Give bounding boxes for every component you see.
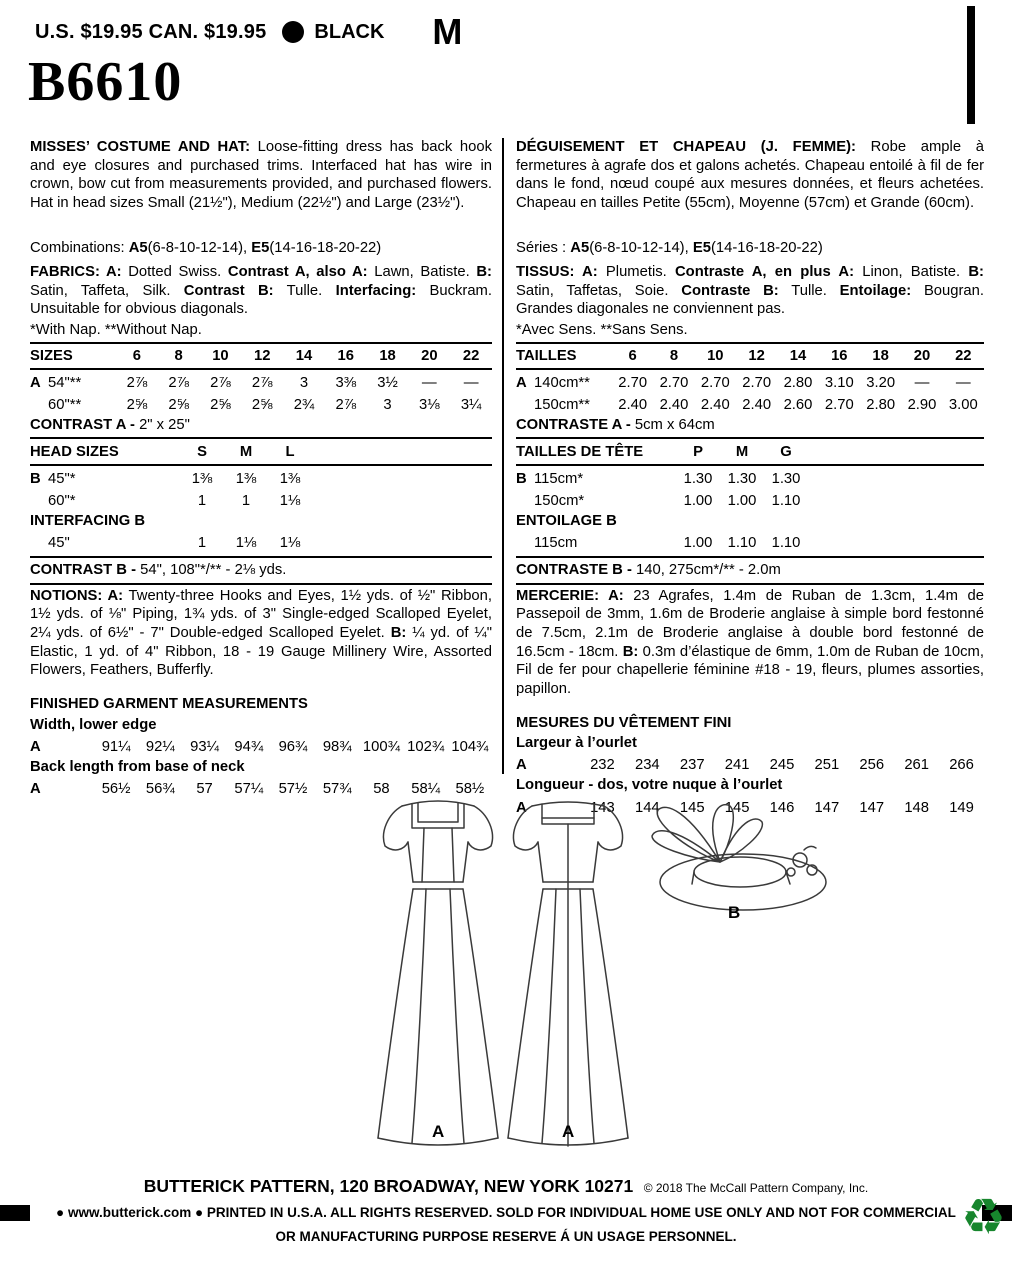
width-label-fr: Largeur à l’ourlet (516, 735, 637, 752)
text-segment: 54", 108"*/** - 2⅛ yds. (140, 562, 287, 579)
back-length-label-fr: Longueur - dos, votre nuque à l’ourlet (516, 777, 783, 794)
nap-note-fr: *Avec Sens. **Sans Sens. (516, 322, 688, 339)
text-segment: MISSES’ COSTUME AND HAT: (30, 139, 258, 155)
table-cell: 93¼ (190, 738, 219, 755)
yardage-row-en-2 (30, 394, 492, 416)
text-segment: 5cm x 64cm (634, 416, 715, 433)
text-segment: NOTIONS: A: (30, 587, 124, 604)
table-cell: 20 (913, 347, 931, 364)
text-segment: E5 (692, 239, 711, 256)
table-cell: 18 (379, 347, 396, 364)
text-segment: (6-8-10-12-14), (589, 239, 693, 256)
table-cell: 1⅜ (235, 470, 257, 487)
finished-heading-fr: MESURES DU VÊTEMENT FINI (516, 714, 732, 731)
text-segment: 23 Agrafes, 1.4m de Ruban de 1.3cm, 1.4m de Passepoil de 3mm, 1.6m de Broderie anglaise à simple bord festonné de 7.5cm, 2.1m de Broderie anglaise à double bord festonné de 16.5cm - 18cm. (516, 587, 984, 660)
table-cell: 2.40 (700, 396, 730, 413)
head-sizes-header-row-fr (516, 441, 984, 466)
table-cell: — (463, 374, 479, 391)
table-cell: 261 (904, 757, 930, 774)
combinations-en (30, 239, 492, 258)
text-segment: B: (390, 624, 407, 641)
table-cell: 102¾ (407, 738, 445, 755)
table-cell: 8 (669, 347, 679, 364)
column-divider (502, 138, 504, 774)
table-cell: 58 (373, 780, 390, 797)
table-cell: 6 (628, 347, 637, 364)
table-cell: 10 (707, 347, 724, 364)
table-cell: 251 (814, 757, 840, 774)
table-cell: 1.10 (727, 534, 757, 551)
table-cell: 2.80 (866, 396, 896, 413)
contrast-a-en (30, 416, 492, 440)
table-cell: 1⅜ (279, 470, 301, 487)
table-cell: 2⅞ (251, 374, 273, 391)
table-cell: 234 (634, 757, 660, 774)
table-cell: 146 (769, 799, 795, 816)
table-cell: 3 (299, 374, 309, 391)
black-color-dot-icon (282, 21, 304, 43)
row-values (612, 396, 984, 415)
table-cell: 3.00 (948, 396, 978, 413)
table-cell: G (780, 443, 792, 460)
text-segment: B: (968, 264, 984, 281)
table-cell: M (735, 443, 749, 460)
table-cell: 98¾ (322, 738, 352, 755)
copyright-text: © 2018 The McCall Pattern Company, Inc. (643, 1181, 869, 1195)
table-cell: 22 (955, 347, 972, 364)
table-cell: 10 (212, 347, 229, 364)
row-letter: A (30, 738, 41, 755)
back-length-label-en: Back length from base of neck (30, 758, 245, 775)
text-segment: 0.3m d’élastique de 6mm, 1.0m de Ruban de 10cm, Fil de fer pour chapellerie féminine #18 - 19, fleurs, plumes assorties, papillon. (516, 643, 984, 697)
text-segment: A5 (128, 239, 148, 256)
table-cell: 1.10 (771, 492, 801, 509)
table-cell: 2.70 (700, 374, 730, 391)
price-text: U.S. $19.95 CAN. $19.95 (35, 20, 267, 43)
row-letter: A (516, 757, 527, 774)
table-cell: 57½ (278, 780, 308, 797)
table-cell: 96¾ (278, 738, 308, 755)
table-cell: 1.00 (683, 534, 713, 551)
table-cell: 2⅝ (168, 396, 189, 413)
nap-note-en: *With Nap. **Without Nap. (30, 322, 202, 339)
table-cell: 1.00 (683, 492, 713, 509)
text-segment: (14-16-18-20-22) (269, 239, 382, 256)
footer-address-line (0, 1176, 1012, 1197)
table-cell: 144 (634, 799, 660, 816)
row-values (94, 738, 492, 757)
table-cell: 3⅜ (335, 374, 357, 391)
pattern-number: B6610 (28, 51, 183, 113)
text-segment: E5 (251, 239, 270, 256)
table-cell: 148 (904, 799, 930, 816)
text-segment: Buckram. Unsuitable for obvious diagonals. (30, 282, 492, 318)
row-label: 115cm (534, 534, 578, 551)
contrast-b-fr (516, 556, 984, 585)
sizes-header-label-fr: TAILLES (516, 347, 577, 364)
table-cell: 1 (197, 534, 207, 551)
footer-left-bar (0, 1205, 30, 1221)
head-sizes-header-row-en (30, 441, 492, 466)
table-cell: 241 (724, 757, 750, 774)
text-segment: Séries : (516, 239, 571, 256)
sizes-header-values-en (116, 347, 492, 366)
row-label: 150cm** (534, 396, 590, 413)
table-cell: 57¾ (322, 780, 352, 797)
table-cell: 56½ (101, 780, 131, 797)
dress-front-drawing (378, 801, 498, 1145)
row-values (676, 470, 808, 489)
row-letter: A (516, 374, 527, 391)
head-row-en-1 (30, 468, 492, 490)
table-cell: — (955, 374, 971, 391)
table-cell: 3 (383, 396, 392, 413)
table-cell: 2⅞ (168, 374, 189, 391)
table-cell: 1 (197, 492, 207, 509)
contrast-b-en (30, 556, 492, 585)
row-values (116, 396, 492, 415)
row-label: 150cm* (534, 492, 585, 509)
row-label: 60"** (48, 396, 82, 413)
text-segment: Satin, Taffeta, Silk. (30, 282, 184, 299)
text-segment: Robe ample à fermetures à agrafe dos et galons achetés. Chapeau entoilé à fil de fer dans le fond, nœud coupé aux mesures données, et fleurs achetées. Chapeau en tailles Petite (55cm), Moyenne (57cm) et Grande (60cm). (516, 139, 984, 211)
row-values (676, 534, 808, 553)
head-row-en-2 (30, 490, 492, 512)
row-values (676, 492, 808, 511)
table-cell: 3⅛ (419, 396, 440, 413)
table-cell: 2.70 (742, 374, 772, 391)
table-cell: 143 (590, 799, 615, 816)
view-label-hat: B (728, 903, 741, 922)
table-cell: 2.80 (783, 374, 813, 391)
table-cell: 2.40 (742, 396, 772, 413)
table-cell: 14 (295, 347, 313, 364)
text-segment: Plumetis. (597, 264, 675, 281)
view-label-back: A (562, 1122, 575, 1141)
table-cell: 2.90 (907, 396, 937, 413)
table-cell: 3.10 (824, 374, 854, 391)
row-letter: B (30, 470, 41, 487)
text-segment: Tulle. (273, 282, 336, 299)
table-cell: — (914, 374, 930, 391)
text-segment: Combinations: (30, 239, 129, 256)
interfacing-row-fr (516, 532, 984, 554)
table-cell: L (285, 443, 295, 460)
row-label: 115cm* (534, 470, 584, 487)
sizes-header-row-en (30, 342, 492, 371)
fabrics-fr (516, 263, 984, 319)
text-segment: ¼ yd. of ¼" Elastic, 1 yd. of 4" Ribbon, 18 - 19 Gauge Millinery Wire, Assorted Flowers, Feathers, Bufferfly. (30, 624, 492, 679)
width-row-en (30, 736, 492, 758)
head-row-fr-2 (516, 490, 984, 512)
row-values (180, 470, 312, 489)
table-cell: 147 (814, 799, 840, 816)
top-right-bar (967, 6, 975, 124)
footer-usage-line: OR MANUFACTURING PURPOSE RESERVE Á UN USAGE PERSONNEL. (275, 1229, 737, 1244)
text-segment: Entoilage: (839, 282, 912, 299)
table-cell: 12 (253, 347, 271, 364)
row-label: 140cm** (534, 374, 590, 391)
table-cell: 3¼ (460, 396, 482, 413)
text-segment: CONTRAST B - (30, 562, 141, 579)
table-cell: 147 (859, 799, 885, 816)
table-cell: M (239, 443, 253, 460)
table-cell: 12 (748, 347, 765, 364)
text-segment: Bougran. Grandes diagonales ne conviennent pas. (516, 282, 984, 318)
hat-drawing (652, 805, 826, 910)
yardage-row-fr-2 (516, 394, 984, 416)
row-values (180, 534, 312, 553)
text-segment: B: (622, 643, 639, 660)
table-cell: 20 (421, 347, 438, 364)
interfacing-heading-fr: ENTOILAGE B (516, 512, 617, 529)
table-cell: 58½ (455, 780, 485, 797)
text-segment: FABRICS: A: (30, 264, 122, 281)
table-cell: 1 (241, 492, 251, 509)
sizes-header-row-fr (516, 342, 984, 371)
table-cell: 100¾ (362, 738, 400, 755)
text-segment: Linon, Batiste. (854, 264, 969, 281)
garment-description-fr (516, 138, 984, 213)
table-cell: 57¼ (234, 780, 264, 797)
head-row-fr-1 (516, 468, 984, 490)
price-row (35, 11, 463, 52)
table-cell: 6 (132, 347, 141, 364)
row-letter: B (516, 470, 527, 487)
table-cell: 145 (679, 799, 705, 816)
table-cell: 1⅛ (235, 534, 257, 551)
yardage-row-en-1 (30, 372, 492, 394)
table-cell: 2⅞ (335, 396, 357, 413)
table-cell: 3½ (377, 374, 398, 391)
text-segment: Dotted Swiss. (121, 264, 228, 281)
table-cell: 1.00 (727, 492, 757, 509)
table-cell: 58¼ (411, 780, 441, 797)
table-cell: — (421, 374, 437, 391)
text-segment: Tulle. (778, 282, 840, 299)
table-cell: 2⅞ (126, 374, 148, 391)
interfacing-heading-en: INTERFACING B (30, 512, 146, 529)
width-row-fr (516, 755, 984, 777)
table-cell: 2.40 (618, 396, 648, 413)
table-cell: 94¾ (234, 738, 264, 755)
table-cell: 2⅞ (210, 374, 231, 391)
table-cell: 104¾ (451, 738, 489, 755)
table-cell: 145 (724, 799, 750, 816)
table-cell: 18 (872, 347, 889, 364)
text-segment: DÉGUISEMENT ET CHAPEAU (J. FEMME): (516, 139, 871, 155)
table-cell: 237 (679, 757, 705, 774)
head-sizes-header-values-en (180, 443, 312, 462)
sizes-header-values-fr (612, 347, 984, 366)
text-segment: Satin, Taffetas, Soie. (516, 282, 682, 299)
table-cell: 2.40 (659, 396, 689, 413)
text-segment: Contraste B: (681, 282, 779, 299)
table-cell: 2⅝ (251, 396, 273, 413)
french-column (516, 138, 984, 819)
head-sizes-header-values-fr (676, 443, 808, 462)
row-label: 45"* (48, 470, 76, 487)
text-segment: Contrast A, also A: (227, 264, 368, 281)
table-cell: 232 (590, 757, 615, 774)
size-letter: M (432, 11, 463, 52)
table-cell: 2⅝ (210, 396, 231, 413)
row-values (580, 756, 984, 775)
table-cell: 2¾ (293, 396, 315, 413)
row-label: 60"* (48, 492, 76, 509)
table-cell: 1.30 (727, 470, 757, 487)
contrast-a-fr (516, 416, 984, 440)
row-values (612, 374, 984, 393)
table-cell: 2.70 (659, 374, 689, 391)
view-label-front: A (432, 1122, 445, 1141)
table-cell: S (197, 443, 207, 460)
text-segment: (6-8-10-12-14), (147, 239, 252, 256)
table-cell: 2⅝ (126, 396, 148, 413)
table-cell: 2.70 (824, 396, 854, 413)
text-segment: Twenty-three Hooks and Eyes, 1½ yds. of ½" Ribbon, 1½ yds. of ⅛" Piping, 1¾ yds. of 3" Single-edged Scalloped Eyelet, 2¼ yds. of 6½" - 7" Double-edged Scalloped Eyelet. (30, 587, 492, 641)
text-segment: Contrast B: (183, 282, 274, 299)
publisher-address: BUTTERICK PATTERN, 120 BROADWAY, NEW YORK 10271 (143, 1176, 634, 1196)
table-cell: 16 (831, 347, 848, 364)
table-cell: 1.30 (683, 470, 713, 487)
table-cell: 1⅜ (191, 470, 213, 487)
text-segment: Lawn, Batiste. (367, 264, 477, 281)
text-segment: CONTRASTE B - (516, 562, 637, 579)
head-sizes-header-label-en: HEAD SIZES (30, 443, 119, 460)
combinations-fr (516, 239, 984, 258)
text-segment: Contraste A, en plus A: (675, 264, 854, 281)
table-cell: 149 (949, 799, 974, 816)
table-cell: 2.70 (618, 374, 648, 391)
notions-fr (516, 587, 984, 699)
interfacing-row-en (30, 532, 492, 554)
row-label: 54"** (48, 374, 82, 391)
table-cell: 2.60 (783, 396, 813, 413)
text-segment: CONTRAST A - (30, 416, 140, 433)
table-cell: 57 (196, 780, 213, 797)
table-cell: 91¼ (101, 738, 131, 755)
color-label: BLACK (314, 20, 385, 43)
table-cell: 16 (337, 347, 354, 364)
garment-line-art (318, 782, 918, 1172)
table-cell: 266 (949, 757, 974, 774)
row-values (180, 492, 312, 511)
text-segment: A5 (570, 239, 590, 256)
table-cell: 1⅛ (279, 534, 301, 551)
dress-back-drawing (508, 802, 628, 1146)
text-segment: CONTRASTE A - (516, 416, 635, 433)
footer-rights-line: ● www.butterick.com ● PRINTED IN U.S.A. ALL RIGHTS RESERVED. SOLD FOR INDIVIDUAL HOME USE ONLY AND NOT FOR COMMERCIAL (56, 1205, 956, 1220)
finished-heading-en: FINISHED GARMENT MEASUREMENTS (30, 695, 308, 712)
table-cell: 56¾ (145, 780, 175, 797)
text-segment: (14-16-18-20-22) (710, 239, 823, 256)
table-cell: 92¼ (145, 738, 175, 755)
text-segment: Interfacing: (335, 282, 417, 299)
table-cell: 1⅛ (279, 492, 301, 509)
table-cell: 256 (859, 757, 885, 774)
sizes-header-label-en: SIZES (30, 347, 73, 364)
row-letter: A (30, 780, 41, 797)
notions-en (30, 587, 492, 680)
english-column (30, 138, 492, 800)
width-label-en: Width, lower edge (30, 716, 157, 733)
table-cell: P (693, 443, 703, 460)
yardage-row-fr-1 (516, 372, 984, 394)
text-segment: Loose-fitting dress has back hook and eye closures and purchased trims. Interfaced hat has wire in crown, bow cut from measurements provided, and purchased flowers. Hat in head sizes Small (21½"), Medium (22½") and Large (23½"). (30, 139, 492, 211)
row-values (116, 374, 492, 393)
row-letter: A (516, 799, 527, 816)
table-cell: 8 (174, 347, 183, 364)
row-label: 45" (48, 534, 70, 551)
garment-description-en (30, 138, 492, 213)
table-cell: 1.30 (771, 470, 801, 487)
row-letter: A (30, 374, 41, 391)
table-cell: 14 (789, 347, 807, 364)
table-cell: 1.10 (771, 534, 801, 551)
text-segment: TISSUS: A: (516, 264, 598, 281)
text-segment: 2" x 25" (139, 416, 190, 433)
fabrics-en (30, 263, 492, 319)
table-cell: 22 (462, 347, 480, 364)
recycle-icon: ♻ (961, 1188, 1006, 1246)
text-segment: MERCERIE: A: (516, 587, 624, 604)
text-segment: B: (476, 264, 492, 281)
text-segment: 140, 275cm*/** - 2.0m (636, 562, 781, 579)
table-cell: 245 (769, 757, 795, 774)
table-cell: 3.20 (866, 374, 896, 391)
head-sizes-header-label-fr: TAILLES DE TÊTE (516, 443, 644, 460)
